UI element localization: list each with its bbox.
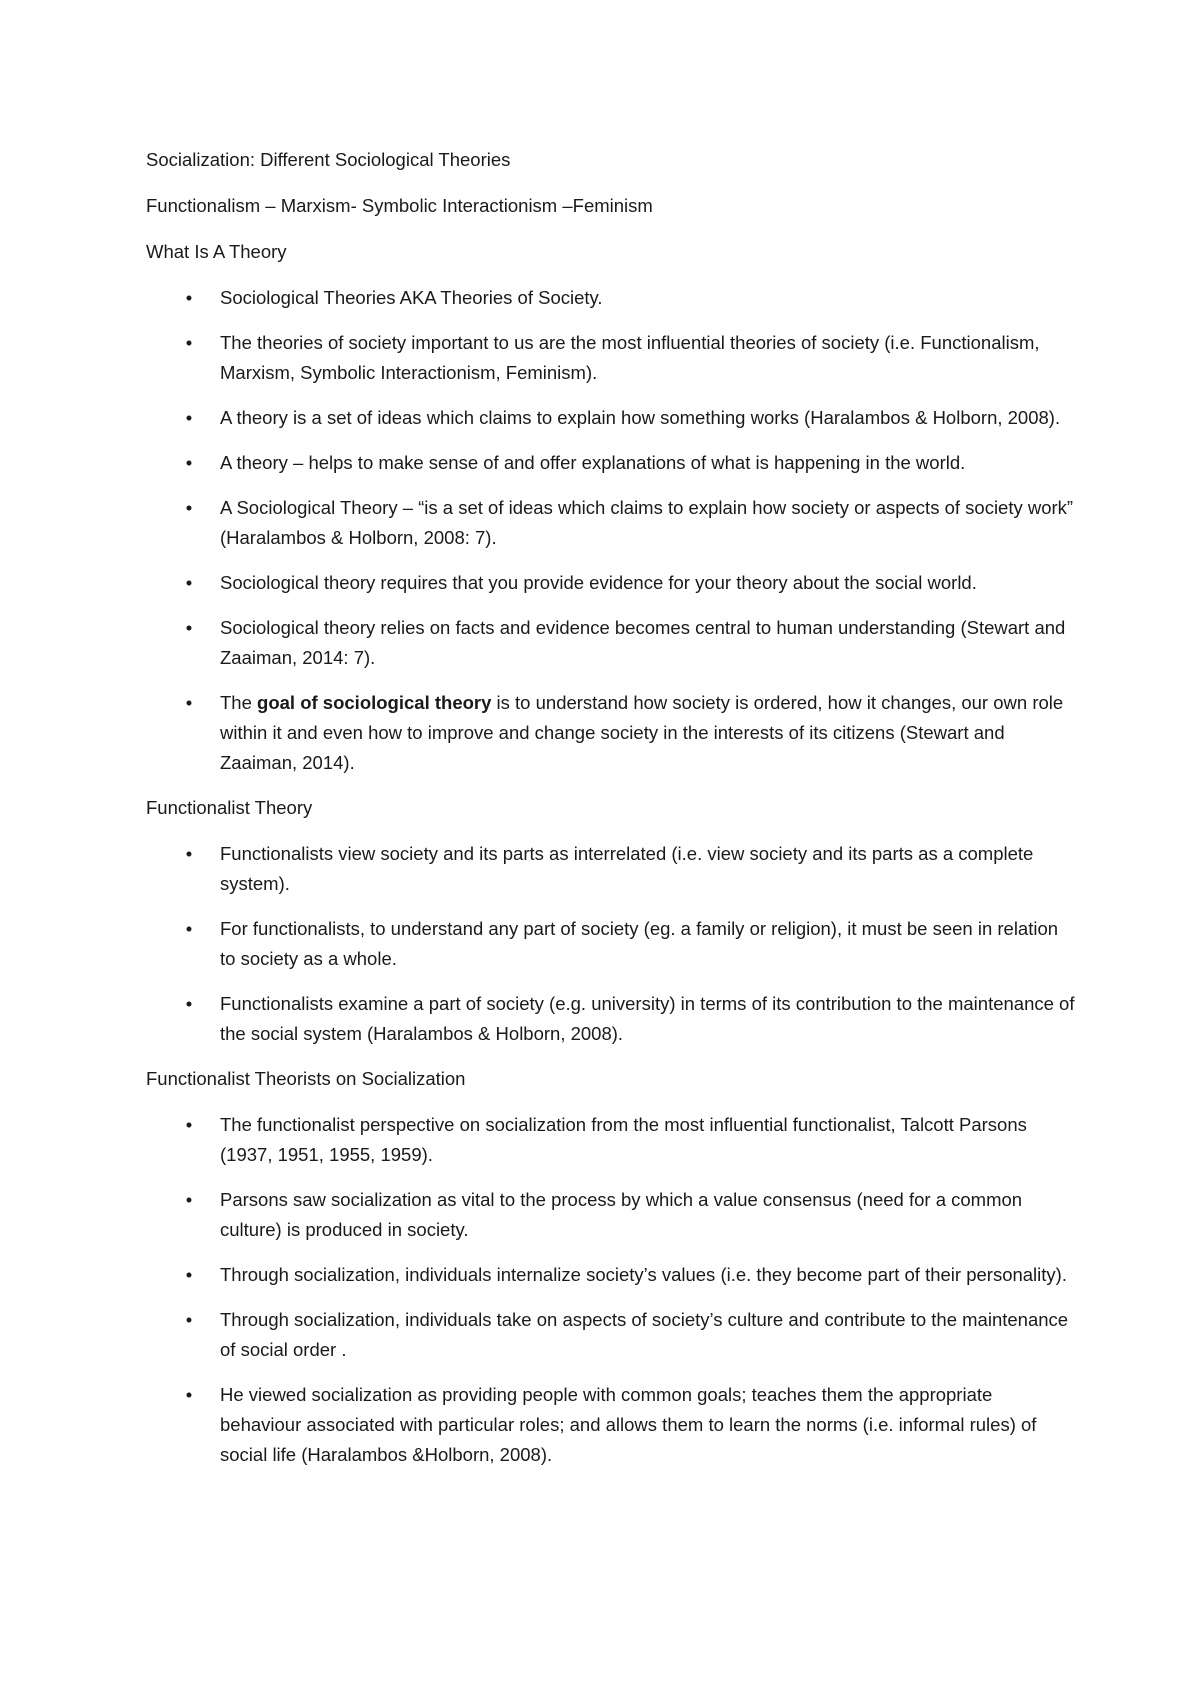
list-item-text: He viewed socialization as providing people with common goals; teaches them the appropriate behaviour associated with particular roles; and allows them to learn the norms (i.e. informal rules) of social life (Haralambos &Holborn, 2008). — [220, 1384, 1037, 1465]
list-item — [146, 613, 1076, 673]
list-item-text: A theory is a set of ideas which claims to explain how something works (Haralambos & Holborn, 2008). — [220, 407, 1061, 428]
section-heading-functionalist-theory: Functionalist Theory — [146, 797, 313, 818]
list-item — [146, 568, 1076, 598]
list-item-text: Parsons saw socialization as vital to the process by which a value consensus (need for a common culture) is produced in society. — [220, 1189, 1023, 1240]
list-item — [146, 989, 1076, 1049]
list-item-text: A Sociological Theory – “is a set of ideas which claims to explain how society or aspects of society work” (Haralambos & Holborn, 2008: 7). — [220, 497, 1074, 548]
document-subtitle: Functionalism – Marxism- Symbolic Interactionism –Feminism — [146, 195, 653, 216]
bullet-list-functionalist-theory — [146, 839, 1076, 1049]
list-item — [146, 1260, 1076, 1290]
list-item-text: Through socialization, individuals take on aspects of society’s culture and contribute to the maintenance of social order . — [220, 1309, 1069, 1360]
list-item-text: A theory – helps to make sense of and offer explanations of what is happening in the world. — [220, 452, 966, 473]
bullet-icon: • — [185, 1114, 193, 1135]
bullet-icon: • — [185, 1189, 193, 1210]
list-item — [146, 1110, 1076, 1170]
list-item — [146, 328, 1076, 388]
section-heading-functionalist-theorists: Functionalist Theorists on Socialization — [146, 1068, 466, 1089]
section-heading-what-is-a-theory: What Is A Theory — [146, 241, 287, 262]
bullet-icon: • — [185, 452, 193, 473]
list-item — [146, 839, 1076, 899]
bullet-icon: • — [185, 692, 193, 713]
list-item — [146, 493, 1076, 553]
list-item-text: For functionalists, to understand any part of society (eg. a family or religion), it must be seen in relation to society as a whole. — [220, 918, 1059, 969]
list-item-text: Sociological theory relies on facts and evidence becomes central to human understanding (Stewart and Zaaiman, 2014: 7). — [220, 617, 1066, 668]
document-title: Socialization: Different Sociological Theories — [146, 149, 511, 170]
list-item — [146, 914, 1076, 974]
list-item-text: The theories of society important to us are the most influential theories of society (i.e. Functionalism, Marxism, Symbolic Interactionism, Feminism). — [220, 332, 1040, 383]
bullet-list-functionalist-theorists — [146, 1110, 1076, 1470]
list-item-text: Through socialization, individuals internalize society’s values (i.e. they become part of their personality). — [220, 1264, 1067, 1285]
list-item — [146, 1185, 1076, 1245]
list-item-text: Sociological Theories AKA Theories of Society. — [220, 287, 603, 308]
bullet-icon: • — [185, 572, 193, 593]
list-item — [146, 1380, 1076, 1470]
bullet-icon: • — [185, 407, 193, 428]
list-item-text: Functionalists examine a part of society (e.g. university) in terms of its contribution to the maintenance of the social system (Haralambos & Holborn, 2008). — [220, 993, 1075, 1044]
list-item-text: Functionalists view society and its parts as interrelated (i.e. view society and its parts as a complete system). — [220, 843, 1034, 894]
list-item-text: The functionalist perspective on socialization from the most influential functionalist, Talcott Parsons (1937, 1951, 1955, 1959). — [220, 1114, 1027, 1165]
bullet-icon: • — [185, 843, 193, 864]
bullet-icon: • — [185, 287, 193, 308]
bullet-icon: • — [185, 993, 193, 1014]
bullet-icon: • — [185, 332, 193, 353]
list-item — [146, 448, 1076, 478]
list-item-text-before: The — [220, 692, 258, 713]
bullet-icon: • — [185, 1384, 193, 1405]
list-item-text-after: is to understand how society is ordered, how it changes, our own role within it and even how to improve and change society in the interests of its citizens (Stewart and Zaaiman, 2014). — [220, 692, 1064, 773]
document-body — [146, 145, 1076, 1485]
bullet-icon: • — [185, 497, 193, 518]
bullet-icon: • — [185, 1264, 193, 1285]
bullet-icon: • — [185, 918, 193, 939]
list-item — [146, 403, 1076, 433]
list-item — [146, 283, 1076, 313]
list-item-text: Sociological theory requires that you provide evidence for your theory about the social world. — [220, 572, 977, 593]
bullet-icon: • — [185, 1309, 193, 1330]
list-item — [146, 1305, 1076, 1365]
list-item-bold-text: goal of sociological theory — [257, 692, 492, 713]
bullet-icon: • — [185, 617, 193, 638]
bullet-list-what-is-a-theory — [146, 283, 1076, 778]
list-item — [146, 688, 1076, 778]
